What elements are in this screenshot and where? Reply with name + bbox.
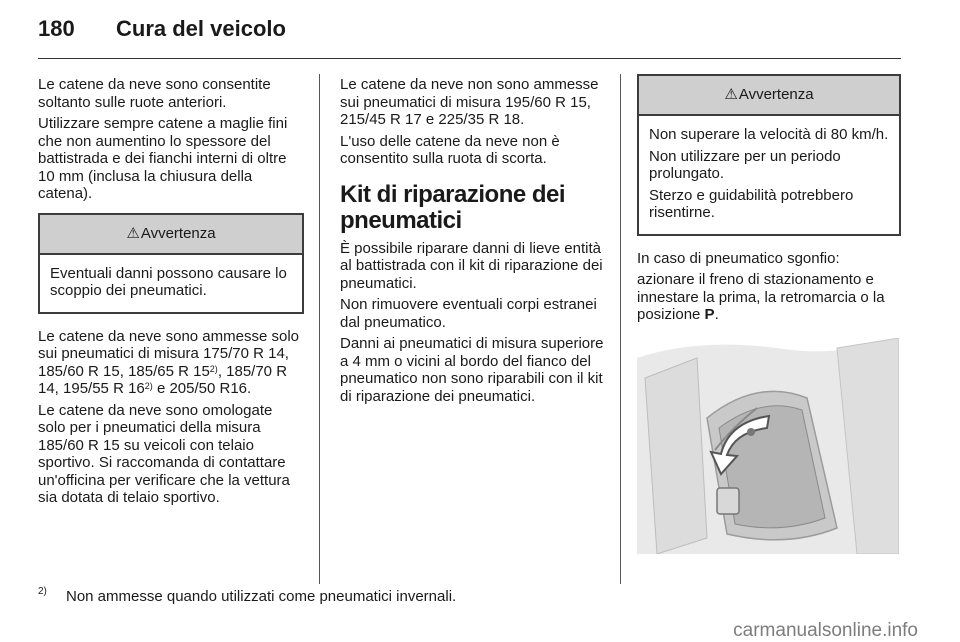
warning-box xyxy=(38,213,304,314)
footnote-number: 2) xyxy=(38,586,47,597)
header-rule xyxy=(38,58,901,59)
paragraph: In caso di pneumatico sgonfio: xyxy=(637,249,840,267)
warning-title: Avvertenza xyxy=(738,86,814,104)
warning-text: Eventuali danni possono causare lo scoppio dei pneumatici. xyxy=(50,264,287,299)
warning-box xyxy=(637,74,901,236)
warning-header xyxy=(40,215,302,255)
paragraph: È possibile riparare danni di lieve entità al battistrada con il kit di riparazione dei pneumatici. xyxy=(340,239,603,292)
footnote xyxy=(38,588,456,605)
warning-text: Sterzo e guidabilità potrebbero risentirne. xyxy=(649,186,854,221)
page-header xyxy=(38,14,286,44)
paragraph: Utilizzare sempre catene a maglie fini che non aumentino lo spessore del battistrada e dei fianchi interni di oltre 10 mm (inclusa la chiusura della catena). xyxy=(38,115,288,202)
column-divider-1 xyxy=(319,74,320,584)
warning-triangle-icon: ⚠ xyxy=(126,224,140,242)
column-divider-2 xyxy=(620,74,621,584)
paragraph: azionare il freno di stazionamento e innestare la prima, la retromarcia o la posizione P. xyxy=(637,271,885,323)
footnote-ref: 2) xyxy=(209,363,218,374)
column-1 xyxy=(38,76,304,511)
trunk-cover-illustration xyxy=(637,338,899,554)
warning-triangle-icon: ⚠ xyxy=(724,86,738,104)
column-2 xyxy=(340,76,606,409)
paragraph: Non rimuovere eventuali corpi estranei dal pneumatico. xyxy=(340,296,597,331)
footnote-text: Non ammesse quando utilizzati come pneumatici invernali. xyxy=(66,588,457,605)
paragraph: Le catene da neve sono omologate solo per i pneumatici della misura 185/60 R 15 su veicoli con telaio sportivo. Si raccomanda di contattare un'officina per verificare che la vettura sia dotata di telaio sportivo. xyxy=(38,401,290,506)
watermark: carmanualsonline.info xyxy=(733,620,918,641)
page-number: 180 xyxy=(38,16,75,41)
warning-header xyxy=(639,76,899,116)
paragraph: Le catene da neve sono ammesse solo sui pneumatici di misura 175/70 R 14, 185/60 R 15, 185/65 R 15$^{2)}$, 185/70 R 14, 195/55 R 16$^{2)}$ e 205/50 R16. xyxy=(38,327,299,397)
footnote-ref: 2) xyxy=(144,381,153,391)
column-3 xyxy=(637,74,901,558)
paragraph: L'uso delle catene da neve non è consentito sulla ruota di scorta. xyxy=(340,132,560,167)
section-heading: Kit di riparazione dei pneumatici xyxy=(340,180,566,234)
warning-text: Non utilizzare per un periodo prolungato. xyxy=(649,147,841,182)
paragraph: Danni ai pneumatici di misura superiore a 4 mm o vicini al bordo del fianco del pneumatico non sono riparabili con il kit di riparazione dei pneumatici. xyxy=(340,335,604,405)
page-title: Cura del veicolo xyxy=(116,16,286,41)
paragraph: Le catene da neve non sono ammesse sui pneumatici di misura 195/60 R 15, 215/45 R 17 e 225/35 R 18. xyxy=(340,76,599,128)
warning-title: Avvertenza xyxy=(140,224,216,242)
warning-text: Non superare la velocità di 80 km/h. xyxy=(649,126,889,143)
paragraph: Le catene da neve sono consentite soltanto sulle ruote anteriori. xyxy=(38,76,271,111)
